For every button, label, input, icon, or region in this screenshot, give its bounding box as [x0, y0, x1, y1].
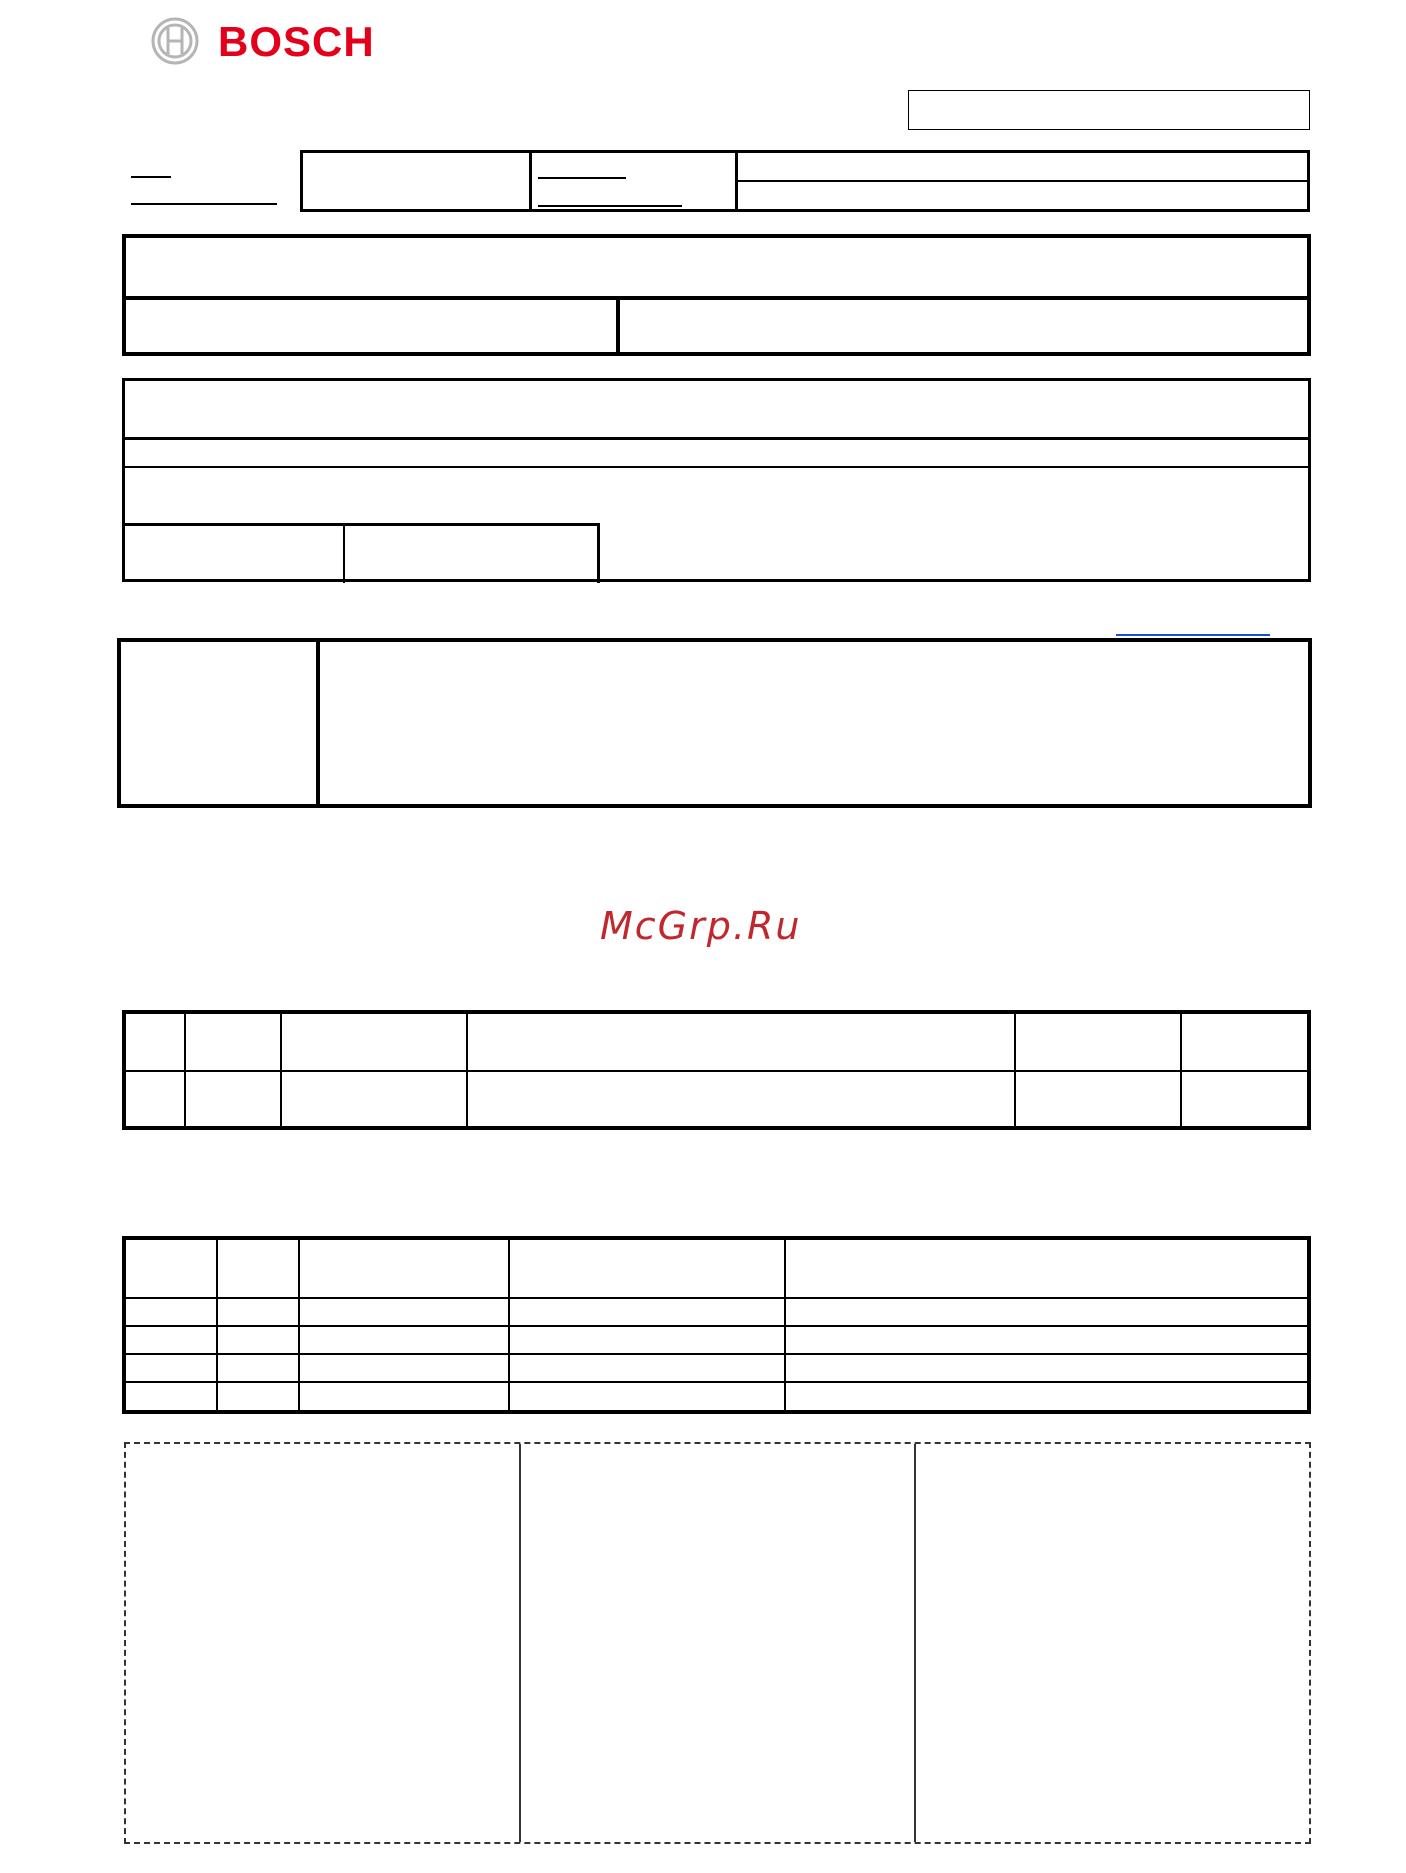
- description-divider-1: [125, 437, 1308, 440]
- description-block: [122, 378, 1311, 582]
- header-box-2-line-a: [538, 177, 626, 179]
- header-box-3: [736, 150, 1310, 212]
- parts-table-col-4: [1014, 1014, 1016, 1126]
- header-short-line: [131, 176, 171, 178]
- revision-table-row-4: [126, 1381, 1307, 1383]
- brand-logo: [150, 10, 390, 70]
- parts-table: [122, 1010, 1311, 1130]
- revision-table-col-2: [298, 1240, 300, 1410]
- product-info-column-divider: [616, 296, 620, 356]
- header-box-2: [530, 150, 738, 212]
- header-box-3-divider: [736, 180, 1307, 182]
- parts-table-col-1: [184, 1014, 186, 1126]
- revision-table-row-2: [126, 1325, 1307, 1327]
- signature-divider-2: [914, 1444, 916, 1842]
- parts-table-col-5: [1180, 1014, 1182, 1126]
- revision-table: [122, 1236, 1311, 1414]
- link-underline[interactable]: [1116, 634, 1270, 636]
- header-box-2-line-b: [538, 205, 682, 207]
- revision-table-col-1: [216, 1240, 218, 1410]
- revision-table-row-1: [126, 1297, 1307, 1299]
- product-info-divider: [126, 296, 1307, 300]
- signature-area: [124, 1442, 1311, 1844]
- header-long-line: [131, 203, 277, 205]
- document-number-box: [908, 90, 1310, 130]
- revision-table-col-4: [784, 1240, 786, 1410]
- parts-table-row-divider: [126, 1070, 1307, 1072]
- parts-table-col-2: [280, 1014, 282, 1126]
- description-sub-divider-2: [597, 523, 600, 583]
- parts-table-col-3: [466, 1014, 468, 1126]
- revision-table-col-3: [508, 1240, 510, 1410]
- description-divider-2: [125, 466, 1308, 468]
- header-box-1: [300, 150, 532, 212]
- watermark: McGrp.Ru: [600, 904, 802, 948]
- notes-block: [117, 638, 1312, 808]
- brand-name: BOSCH: [218, 18, 375, 65]
- product-info-block: [122, 234, 1311, 356]
- bosch-armature-icon: [150, 16, 200, 66]
- description-divider-3: [125, 523, 599, 526]
- signature-divider-1: [519, 1444, 521, 1842]
- description-sub-divider-1: [343, 523, 345, 583]
- revision-table-row-3: [126, 1353, 1307, 1355]
- notes-column-divider: [316, 642, 320, 804]
